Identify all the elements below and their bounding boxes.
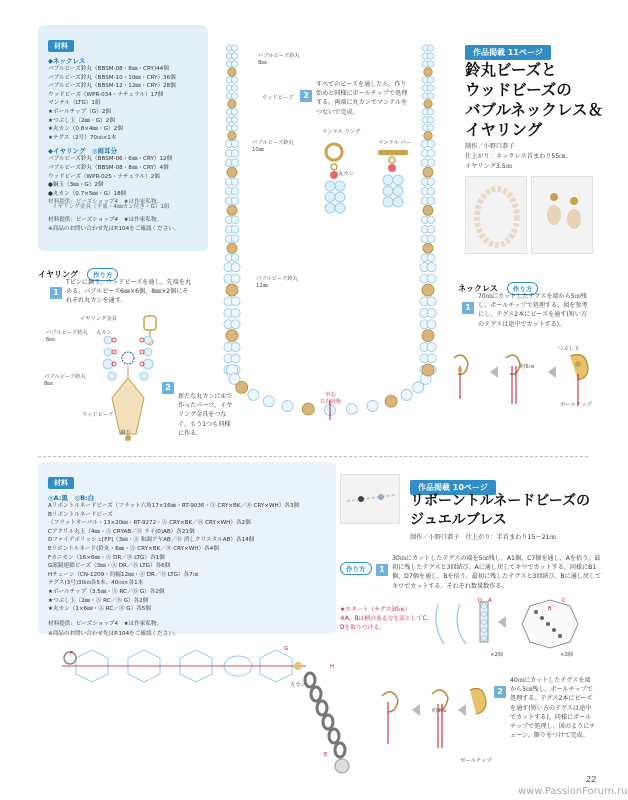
bubble-bead: [427, 188, 435, 196]
wood-bead: [228, 100, 236, 108]
materials-tag: 材料: [48, 40, 74, 52]
bubble-bead: [231, 140, 239, 148]
overlap-line-1: 材料提供：ビーズショップ4 ★は作家私物。: [48, 199, 163, 206]
bracelet-letter-c: C: [562, 598, 566, 604]
wood-bead: [228, 68, 236, 76]
bracelet-diagram: [48, 640, 378, 780]
bubble-bead: [427, 125, 433, 131]
bracelet-step1-text: 30㎝にカットしたテグスの端を5㎝残し、A1個、C7個を通し、Aを拾う。最初に残したテグスと3回結び、Aに通し戻してキワでカットする。同様にB1個、D7個を通し、Bを拾う。最初に残したテグスと3回結び、Bに通し戻してキワでカットする。それぞれ数量数作る。: [392, 555, 602, 590]
bubble-bead: [231, 45, 237, 51]
necklace-material-item: ★つぶし玉（2㎜・G）2個: [48, 117, 115, 124]
bubble-bead: [231, 93, 237, 99]
necklace-photo: [465, 176, 527, 254]
bottom-materials-tag: 材料: [48, 477, 74, 489]
necklace-material-item: バブルビーズ鈴丸（BBSM-08・8㎜・CRY)44個: [48, 66, 169, 72]
bubble-bead: [401, 389, 412, 400]
label-wood: ウッドビーズ: [262, 95, 294, 101]
earring-photo-image: [532, 177, 594, 255]
bubble-bead: [427, 85, 433, 91]
bottom-note-2: ※商品のお問い合わせ先はP.104をご確認ください。: [48, 631, 180, 637]
earring-step2-text: 新たな丸カンに①で作ったパーツ、イヤリング金具をつなぐ。もう1つも同様に作る。: [178, 393, 233, 437]
necklace-step1-number: 1: [462, 295, 474, 314]
bubble-bead: [427, 150, 435, 158]
bubble-bead: [427, 274, 436, 283]
materials-box-bottom: [38, 462, 336, 634]
bubble-bead: [427, 109, 433, 115]
bracelet-step2-diagram: [372, 676, 492, 756]
bubble-bead: [427, 226, 435, 234]
bubble-bead: [427, 140, 435, 148]
bubble-bead: [427, 263, 436, 272]
label-mantel-ring: マンテル リング: [322, 129, 361, 135]
bubble-bead: [231, 343, 240, 352]
bubble-bead: [231, 226, 239, 234]
bracelet-material-item: Fカニカン（16×6㎜・Ⓐ DR／Ⓑ LTG）各1個: [48, 554, 165, 561]
bubble-bead: [427, 343, 436, 352]
necklace-material-item: マンテル（LTG）1組: [48, 100, 101, 107]
bracelet-credit: 制作／小野口恭子 仕上がり：手首まわり15～21㎝: [410, 534, 556, 541]
necklace-howto-header: ネックレス 作り方: [458, 276, 538, 295]
label-earring-jump: 丸カン: [96, 330, 112, 336]
page-number: 22: [586, 775, 597, 784]
label-ball-chip: ボールチップ: [560, 402, 592, 408]
bracelet-material-item: Eリボントルネード(鈴丸・6㎜・Ⓐ CRY×BK／Ⓑ CRY×WH）各4個: [48, 545, 219, 552]
bubble-bead: [231, 85, 237, 91]
bubble-bead: [231, 197, 239, 205]
bracelet-ball-chip: ボールチップ: [460, 758, 492, 764]
bubble-bead: [231, 320, 240, 329]
wood-bead: [424, 132, 432, 140]
wood-bead: [423, 167, 433, 177]
bubble-bead: [427, 254, 435, 262]
necklace-material-item: ウッドビーズ（WPR-034・ナチュラル）17個: [48, 91, 164, 98]
label-jump-ring: 丸カン: [338, 171, 354, 177]
wood-bead: [422, 284, 434, 296]
bubble-bead: [427, 77, 433, 83]
bubble-bead: [231, 297, 240, 306]
bottom-materials-colors: ◎A:黒 ◎B:白: [48, 494, 95, 502]
bubble-bead: [231, 61, 237, 67]
label-earring-wood: ウッドビーズ: [82, 412, 114, 418]
bubble-bead: [231, 263, 240, 272]
necklace-material-item: ★ボールチップ（G）2個: [48, 108, 111, 115]
wood-bead: [422, 330, 434, 342]
bubble-bead: [248, 389, 259, 400]
bracelet-material-item: Aリボントルネードビーズ（フラット六角17×16㎜・RT-9036・Ⓐ CRY×BK／Ⓑ CRY×WH）各3個: [48, 503, 300, 509]
bubble-bead: [231, 117, 237, 123]
bracelet-photo: [340, 474, 400, 524]
necklace-step2-number: 2: [300, 83, 312, 102]
bracelet-material-item: Hチェーン（CN-1209・約幅12㎜・Ⓐ DR／Ⓑ LTG）各7㎝: [48, 571, 199, 578]
bracelet-letter-f: F: [70, 651, 74, 657]
times-3: ×3個: [560, 652, 574, 658]
bubble-bead: [427, 308, 436, 317]
bubble-bead: [231, 125, 237, 131]
bubble-bead: [231, 235, 239, 243]
bubble-bead: [231, 53, 237, 59]
bubble-bead: [231, 354, 240, 363]
bubble-bead: [231, 150, 239, 158]
bubble-bead: [427, 297, 436, 306]
wood-bead: [226, 330, 238, 342]
label-approx-5cm: 約5㎝: [520, 364, 534, 370]
necklace-materials-list: [48, 65, 200, 142]
label-bubble-10: バブルビーズ鈴丸 10㎜: [252, 140, 294, 153]
necklace-credit-maker: 制作／小野口恭子: [465, 143, 515, 150]
wood-bead: [424, 68, 432, 76]
bubble-bead: [427, 235, 435, 243]
necklace-materials-head: ◆ネックレス: [48, 57, 86, 65]
earring-materials-head: ◆イヤリング ◎両耳分: [48, 147, 118, 156]
bubble-bead: [231, 109, 237, 115]
earring-materials-list: [48, 155, 200, 198]
bracelet-material-item: Bリボントルネードビーズ: [48, 511, 113, 518]
bubble-bead: [231, 216, 239, 224]
bubble-bead: [427, 53, 433, 59]
label-bubble-8: バブルビーズ鈴丸 8㎜: [258, 53, 300, 66]
bubble-bead: [427, 117, 433, 123]
watermark: www.PassionForum.ru: [518, 786, 628, 797]
earring-material-item: ●丸カン（0.7×5㎜・G）18個: [48, 190, 127, 197]
bracelet-step2-text: 40㎝にカットしたテグスを端から5㎝残し、ボールチップで処理する。テグス2本にビーズを通す(短い方のテグスは途中でカットする)。同様にボールチップで処理し、図のようにチェーン、飾りをつけて完成。: [510, 677, 596, 740]
wood-bead: [226, 284, 238, 296]
materials-box-top: [38, 25, 208, 251]
earring-material-item: バブルビーズ鈴丸（BBSM-06・6㎜・CRY）12個: [48, 156, 173, 163]
bracelet-material-item: Dファイアポリッシュ[FP]（3㎜・Ⓐ 和調アヤAB／Ⓑ 消しクリスタルAB）各14個: [48, 537, 255, 544]
wood-bead: [424, 100, 432, 108]
necklace-credit-size: 仕上がり：ネックレス首まわり55㎝、 イヤリング3.5㎝: [465, 153, 572, 170]
materials-note-1: 材料提供：ビーズショップ4 ★は作家私物。: [48, 217, 163, 224]
bracelet-material-item: G眼鏡連鎖ビーズ（3㎜・Ⓐ DR／Ⓑ LTG）各6個: [48, 563, 171, 570]
materials-note-2: ※商品のお問い合わせ先はP.104をご確認ください。: [48, 226, 180, 233]
bracelet-label-jump: 丸カン: [290, 682, 306, 688]
label-center: 中心 左右対称: [320, 392, 342, 405]
bracelet-letter-d: D: [478, 598, 483, 604]
label-crush-bead: つぶし玉: [558, 346, 580, 352]
label-earring-b6: バブルビーズ鈴丸 6㎜: [46, 330, 88, 343]
bracelet-step1-number: 1: [376, 557, 388, 576]
earring-material-item: ウッドビーズ（WPR-025・ナチュラル）2個: [48, 173, 160, 180]
bubble-bead: [427, 93, 433, 99]
bracelet-material-item: ★ボールチップ（3.5㎜・Ⓐ RC／Ⓑ G）各2個: [48, 588, 165, 595]
wood-bead: [228, 132, 236, 140]
bubble-bead: [427, 45, 433, 51]
bubble-bead: [427, 354, 436, 363]
bubble-bead: [427, 216, 435, 224]
bracelet-material-item: テグス(3号)30㎝各5本、40㎝×各1本: [48, 580, 144, 587]
bubble-bead: [346, 403, 357, 414]
wood-bead: [227, 167, 237, 177]
bubble-bead: [427, 61, 433, 67]
bubble-bead: [282, 401, 293, 412]
times-2: ×2個: [490, 652, 504, 658]
overlap-line-2: イヤリング金具（平皿・4㎜カン付き・G）1組: [52, 204, 170, 211]
wood-bead: [385, 395, 397, 407]
bracelet-letter-b: B: [548, 606, 552, 612]
bubble-bead: [427, 178, 435, 186]
label-earring-fitting: イヤリング金具: [80, 316, 117, 322]
wood-bead: [302, 403, 314, 415]
bracelet-material-item: （フラットオーバル・13×20㎜・RT-9272・Ⓐ CRY×BK／Ⓑ CRY×WH）各2個: [48, 520, 251, 527]
bubble-bead: [367, 401, 378, 412]
wood-bead: [423, 205, 433, 215]
section-divider: [38, 456, 588, 457]
bottom-note-1: 材料提供：ビーズショップ4 ★は作家私物。: [48, 621, 163, 627]
bubble-bead: [427, 320, 436, 329]
bracelet-material-item: ★つぶし玉（2㎜・Ⓐ RC／Ⓑ G）各2個: [48, 597, 149, 604]
earring-step2-number: 2: [162, 375, 174, 394]
label-earring-b8: バブルビーズ鈴丸 8㎜: [44, 374, 86, 387]
bubble-bead: [231, 308, 240, 317]
bubble-bead: [231, 77, 237, 83]
wood-bead: [423, 243, 433, 253]
bracelet-letter-e: E: [324, 752, 328, 758]
necklace-title: 鈴丸ビーズと ウッドビーズの バブルネックレス＆ イヤリング: [465, 60, 603, 139]
necklace-step2-text: すべてのビーズを通したら、作り始めと同様にボールチップで処理する。両端に丸カンでマンテルをつないで完成。: [316, 81, 408, 116]
earring-step1-text: Tピンに銅玉、ウッドビーズを通し、先端を丸める。バブルビーズ6㎜×6個、8㎜×2個にそれぞれ丸カンを通す。: [66, 279, 191, 305]
necklace-material-item: ★丸カン（0.8×4㎜・G）2個: [48, 126, 123, 133]
bracelet-step1-diagram: [430, 596, 590, 656]
bubble-bead: [231, 188, 239, 196]
bubble-bead: [231, 178, 239, 186]
wood-bead: [227, 205, 237, 215]
necklace-material-item: バブルビーズ鈴丸（BBSM-10・10㎜・CRY）36個: [48, 74, 176, 81]
bracelet-start-note: ★スタート（テグス30㎝） ※A、Bは柄のある方を表としてC、Dを取りつける。: [340, 607, 433, 631]
bracelet-letter-a: A: [488, 598, 492, 604]
bracelet-howto-tag: 作り方: [340, 556, 372, 575]
necklace-material-item: バブルビーズ鈴丸（BBSM-12・12㎜・CRY）28個: [48, 83, 176, 90]
bubble-bead: [263, 396, 274, 407]
wood-bead: [236, 381, 248, 393]
bubble-bead: [231, 159, 239, 167]
bracelet-title: リボーントルネードビーズの ジュエルブレス: [410, 493, 591, 528]
bracelet-material-item: Cアクリル丸玉（4㎜・Ⓐ CRYAB／Ⓑ ライ(0)AB）各21個: [48, 528, 195, 535]
earring-material-item: バブルビーズ鈴丸（BBSM-08・8㎜・CRY）4個: [48, 164, 169, 171]
bracelet-letter-g: G: [284, 646, 289, 652]
label-bubble-12: バブルビーズ鈴丸 12㎜: [256, 276, 298, 289]
bracelet-material-item: ★丸カン（1×6㎜・Ⓐ RC／Ⓑ G）各5個: [48, 606, 151, 613]
earring-header: イヤリング 作り方: [38, 262, 118, 281]
bubble-bead: [231, 254, 239, 262]
bottom-materials-list: [48, 502, 328, 614]
necklace-photo-image: [466, 177, 528, 255]
bubble-bead: [231, 274, 240, 283]
page-ref-10: 作品掲載 10ページ: [410, 475, 496, 495]
label-mantel-bar: マンテル バー: [378, 140, 412, 146]
wood-bead: [227, 243, 237, 253]
bracelet-step2-number: 2: [494, 679, 506, 698]
necklace-step1-text: 70㎝にカットしたテグスを端から5㎝残し、ボールチップで処理する。図を参考にし、テグス2本にビーズを通す(短い方のテグスは途中でカットする)。: [478, 293, 588, 328]
wood-bead: [422, 364, 434, 376]
bracelet-photo-image: [341, 475, 401, 525]
ballchip-diagram: [440, 344, 620, 414]
necklace-material-item: ★テグス（2号）70㎝×1本: [48, 134, 117, 141]
bracelet-letter-h: H: [330, 664, 334, 670]
page-ref-11: 作品掲載 11ページ: [465, 40, 551, 60]
bubble-bead: [427, 159, 435, 167]
earring-material-item: ●銅玉（3㎜・G）2個: [48, 182, 104, 189]
earring-step1-number: 1: [50, 280, 62, 299]
bracelet-approx-5cm: 約5㎝: [432, 708, 446, 714]
bubble-bead: [427, 197, 435, 205]
label-earring-copper: 銅玉: [120, 430, 131, 436]
earring-photo: [531, 176, 593, 254]
